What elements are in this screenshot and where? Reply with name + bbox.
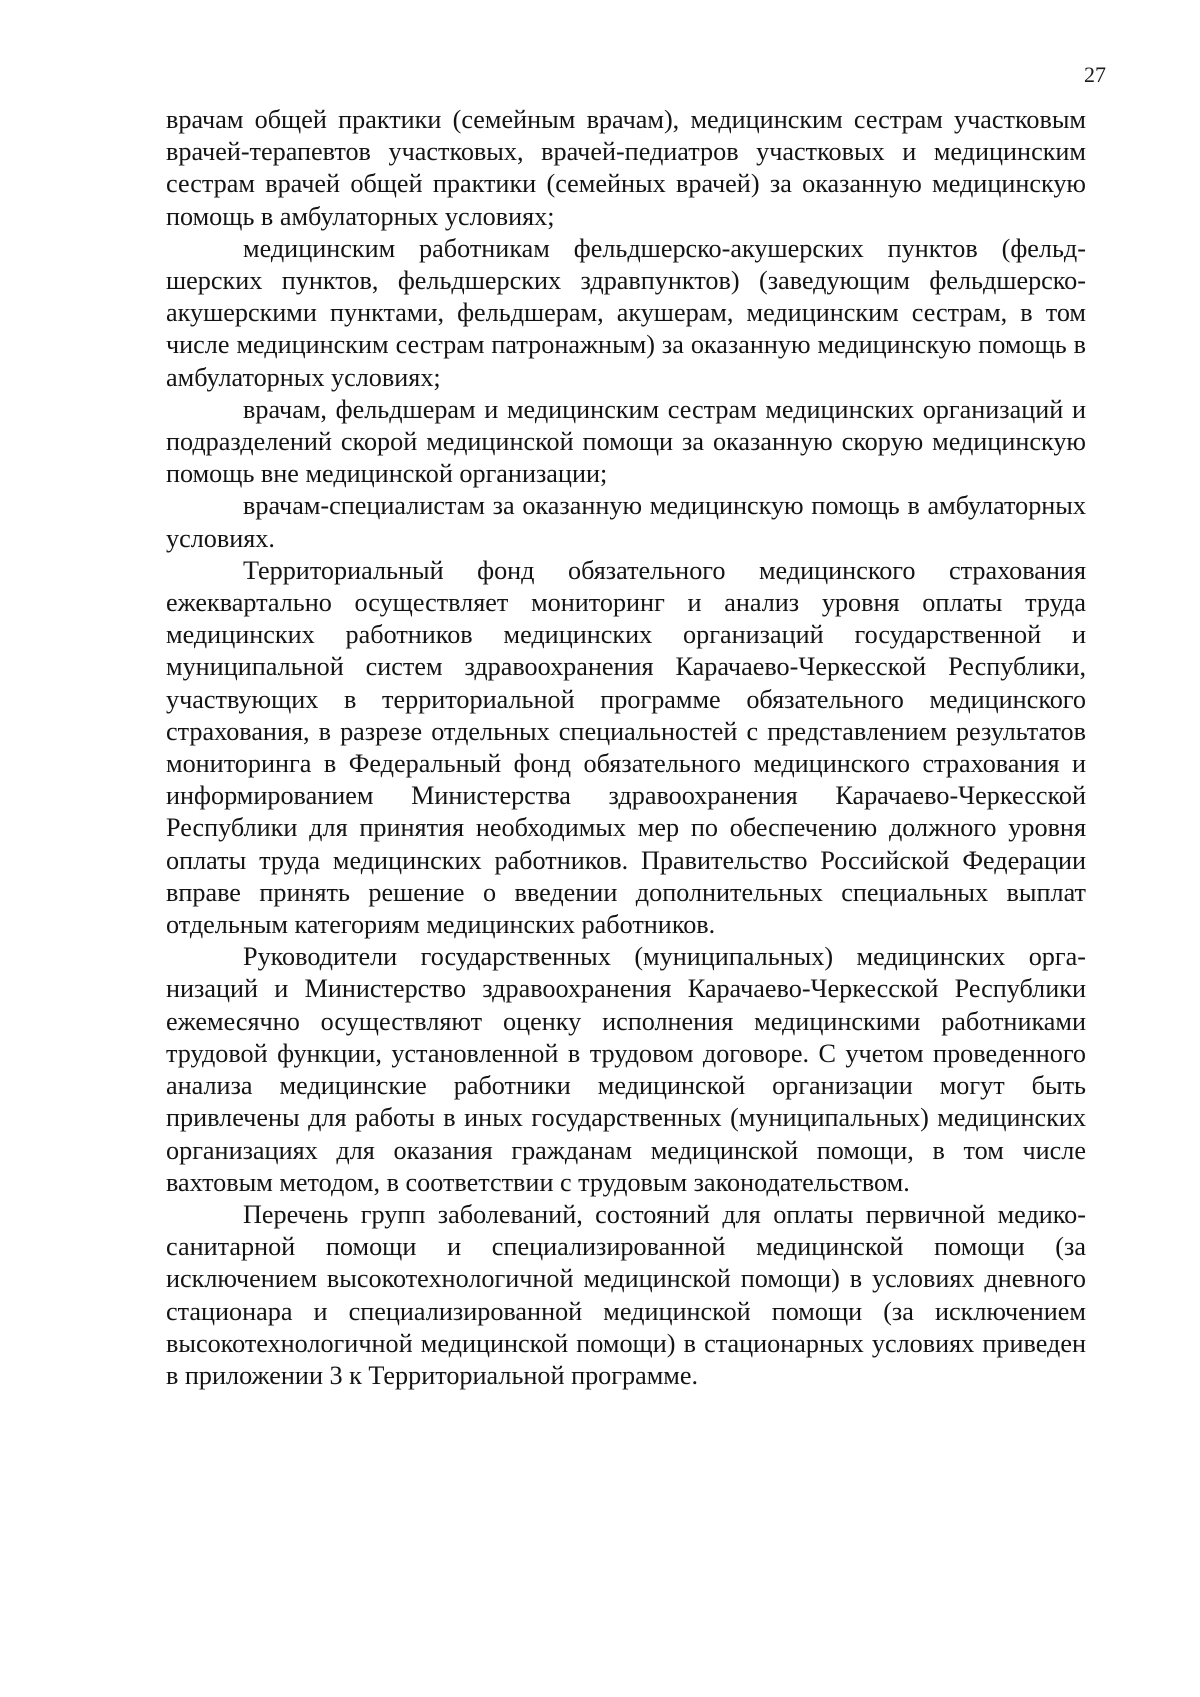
paragraph-3: врачам, фельдшерам и медицинским сестрам медицинских организаций и подразделений скорой медицинской помощи за оказанную скорую медицинскую помощь вне медицинской организации;: [166, 394, 1086, 489]
document-body: [166, 104, 1086, 1392]
page-number: 27: [1084, 62, 1106, 87]
paragraph-1: врачам общей практики (семейным врачам), медицинским сестрам участковым врачей-терапевтов участковых, врачей-педиатров участковых и медицинским сестрам врачей общей практики (семейных врачей) за оказанную медицинскую помощь в амбулаторных условиях;: [166, 105, 1086, 231]
paragraph-5: Территориальный фонд обязательного медицинского страхования ежеквартально осуществляет мониторинг и анализ уровня оплаты труда медицинских работников медицинских организаций государственной и муниципальной систем здравоохранения Карачаево-Черкесской Республики, участвующих в территориальной программе обязательного медицинского страхования, в разрезе отдельных специальностей с представлением результатов мониторинга в Федеральный фонд обязательного медицинского страхования и информированием Министерства здравоохранения Карачаево-Черкесской Республики для принятия необходимых мер по обеспечению должного уровня оплаты труда медицинских работников. Правительство Российской Федерации вправе принять решение о введении дополнительных специальных выплат отдельным категориям медицинских работников.: [166, 555, 1086, 940]
paragraph-2: медицинским работникам фельдшерско-акушерских пунктов (фельдшерских пунктов, фельдшерских здравпунктов) (заведующим фельдшерско-акушерскими пунктами, фельдшерам, акушерам, медицинским сестрам, в том числе медицинским сестрам патронажным) за оказанную медицинскую помощь в амбулаторных условиях;: [166, 233, 1086, 392]
paragraph-6: Руководители государственных (муниципальных) медицинских организаций и Министерство здравоохранения Карачаево-Черкесской Республики ежемесячно осуществляют оценку исполнения медицинскими работниками трудовой функции, установленной в трудовом договоре. С учетом проведенного анализа медицинские работники медицинской организации могут быть привлечены для работы в иных государственных (муниципальных) медицинских организациях для оказания гражданам медицинской помощи, в том числе вахтовым методом, в соответствии с трудовым законодательством.: [166, 942, 1086, 1197]
paragraph-7: Перечень групп заболеваний, состояний для оплаты первичной медико-санитарной помощи и специализированной медицинской помощи (за исключением высокотехнологичной медицинской помощи) в условиях дневного стационара и специализированной медицинской помощи (за исключением высокотехнологичной медицинской помощи) в стационарных условиях приведен в приложении 3 к Территориальной программе.: [166, 1199, 1086, 1390]
paragraph-4: врачам-специалистам за оказанную медицинскую помощь в амбулаторных условиях.: [166, 491, 1086, 553]
